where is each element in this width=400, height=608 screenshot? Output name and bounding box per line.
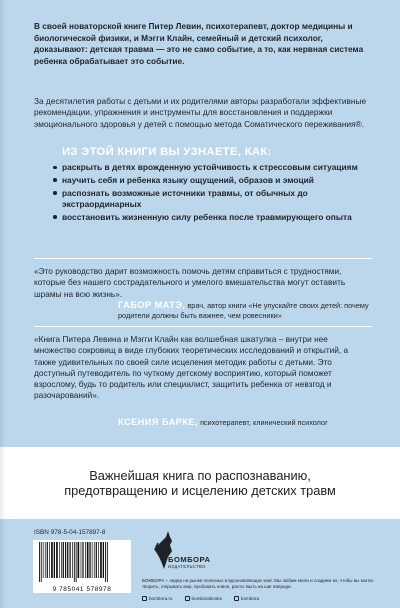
barcode-bar (81, 542, 82, 578)
intro-text: В своей новаторской книге Питер Левин, психотерапевт, доктор медицины и биологической физики, и Мэгги Клайн, семейный и детский психолог, доказывают: (34, 21, 353, 54)
publisher-sub: ИЗДАТЕЛЬСТВО (168, 564, 206, 569)
tagline: Важнейшая книга по распознаванию, предотвращению и исцелению детских травм (64, 468, 336, 499)
barcode-bar (98, 542, 99, 578)
barcode-bar (63, 542, 64, 578)
bullet-icon (53, 166, 57, 170)
barcode-bar (87, 542, 89, 578)
barcode-bar (82, 542, 83, 578)
divider (34, 258, 372, 259)
barcode-bar (45, 542, 46, 578)
barcode-bar (51, 542, 53, 578)
barcode-bar (76, 542, 77, 582)
publisher-name: БОМБОРА (168, 555, 211, 564)
barcode-bar (43, 542, 44, 578)
barcode-bar (74, 542, 75, 582)
quote-author-desc: психотерапевт, клинический психолог (200, 418, 328, 427)
decades-paragraph: За десятилетия работы с детьми и их родителями авторы разработали эффективные рекомендации, упражнения и инструменты для восстановления и поддержки эмоционального здоровья у детей с помощью метода Соматического переживания®. (34, 96, 367, 129)
barcode-bar (89, 542, 90, 578)
learn-item: раскрыть в детях врожденную устойчивость к стрессовым ситуациям (62, 162, 362, 173)
divider (34, 326, 372, 327)
barcode-bar (100, 542, 102, 578)
publisher-socials (142, 596, 378, 601)
barcode-bars (33, 540, 131, 584)
learn-item: научить себя и ребенка языку ощущений, образов и эмоций (62, 175, 362, 186)
globe-icon (142, 596, 147, 601)
barcode (33, 540, 131, 592)
quote-mate: «Это руководство дарит возможность помочь детям справиться с трудностями, которые без нашего сострадательного и умелого вмешательства могут оставить шрамы на всю жизнь». (34, 266, 346, 299)
quote-attribution-mate (118, 301, 372, 321)
learn-list (62, 162, 362, 225)
barcode-bar (41, 542, 42, 582)
barcode-bar (59, 542, 60, 578)
barcode-bar (54, 542, 55, 578)
barcode-bar (107, 542, 108, 582)
intro-highlight: детская травма — это не само событие, а то, как нервная система ребенка обрабатывает это событие. (34, 44, 364, 66)
barcode-bar (65, 542, 66, 578)
learn-item: восстановить жизненную силу ребенка после травмирующего опыта (62, 212, 362, 223)
bullet-icon (53, 215, 57, 219)
quote-author-desc: врач, автор книги «Не упускайте своих детей: почему родители должны быть важнее, чем ровесники» (118, 301, 369, 320)
barcode-number: 9 785041 578978 (33, 586, 131, 593)
social-icon (185, 596, 190, 601)
bullet-icon (53, 178, 57, 182)
barcode-bar (78, 542, 80, 578)
barcode-bar (94, 542, 95, 578)
barcode-bar (47, 542, 48, 578)
barcode-bar (56, 542, 58, 578)
learn-heading: ИЗ ЭТОЙ КНИГИ ВЫ УЗНАЕТЕ, КАК: (62, 146, 272, 158)
barcode-bar (67, 542, 68, 578)
social-books: bomborabooks (185, 596, 222, 601)
quote-author: ГАБОР МАТЭ, (118, 300, 186, 310)
barcode-bar (39, 542, 40, 582)
publisher-blurb: БОМБОРА – лидер на рынке полезных и вдохновляющих книг. Мы любим книги и создаем их, чтобы вы могли творить, открывать мир, пробовать новое, расти. Быть на шаг впереди. (142, 578, 373, 589)
barcode-bar (72, 542, 73, 578)
isbn-label: ISBN 978-5-04-157897-8 (34, 529, 106, 536)
barcode-bar (96, 542, 97, 578)
bullet-icon (53, 191, 57, 195)
quote-barke: «Книга Питера Левина и Мэгги Клайн как волшебная шкатулка – внутри нее множество сокровищ в виде глубоких теоретических исследований и открытий, а также удивительных по своей силе исцеления методик работы с детьми. Это доступный путеводитель по чуткому детскому восприятию, который поможет взрослому, будь то родитель или специалист, защитить ребенка от невзгод и разочарований». (34, 334, 349, 401)
barcode-bar (103, 542, 104, 578)
barcode-bar (105, 542, 106, 582)
social-icon (234, 596, 239, 601)
spine-shadow (0, 0, 6, 608)
quote-author: КСЕНИЯ БАРКЕ, (118, 417, 199, 427)
barcode-bar (61, 542, 62, 578)
social-handle: bombora (234, 596, 259, 601)
barcode-bar (92, 542, 93, 578)
intro-paragraph (34, 21, 372, 67)
barcode-bar (70, 542, 71, 578)
quote-attribution-barke (118, 418, 372, 428)
barcode-bar (49, 542, 50, 578)
barcode-bar (85, 542, 86, 578)
social-site: bombora.ru (142, 596, 173, 601)
learn-item: распознать возможные источники травмы, от обычных до экстраординарных (62, 188, 362, 210)
